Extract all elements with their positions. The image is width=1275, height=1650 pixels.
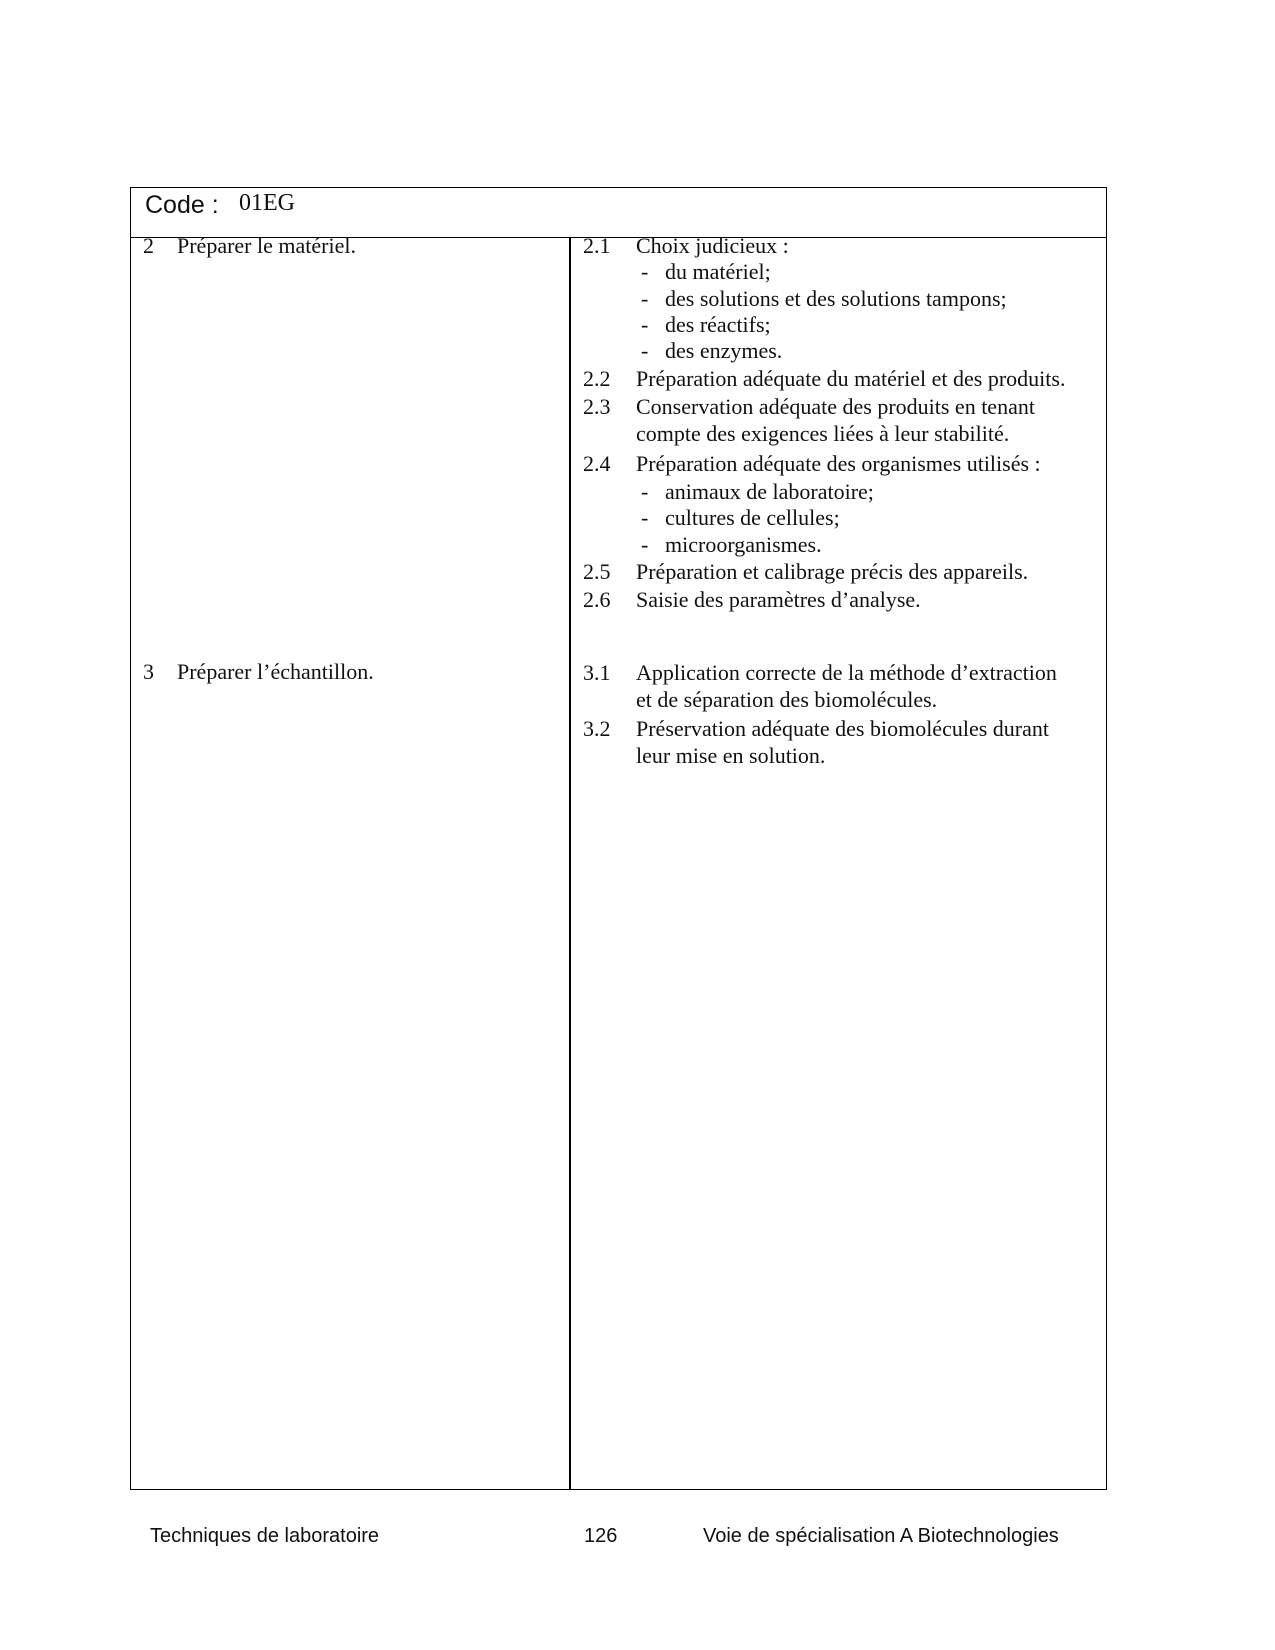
element-label: Préparer l’échantillon.: [177, 659, 374, 684]
criterion-text: Choix judicieux :: [636, 233, 789, 258]
element-label: Préparer le matériel.: [177, 233, 356, 258]
element-3: [143, 659, 374, 685]
element-number: 2: [143, 233, 154, 258]
footer-right: Voie de spécialisation A Biotechnologies: [703, 1525, 1059, 1547]
code-label: Code :: [145, 191, 219, 219]
page-number: 126: [584, 1525, 618, 1547]
code-value: 01EG: [239, 190, 295, 216]
element-number: 3: [143, 659, 154, 684]
code-row: [131, 188, 1106, 238]
competency-table: Code : 01EG 2 Préparer le matériel. 3 Préparer l’échantillon. 2.1 Choix judicieux : - du matériel; - des solutions et des solutions tampons; - des réactifs; - des enzymes. 2.2 Préparation adéquate du matériel et des produits. 2.3 Conservation adéquate des produits en tenant compte des exigences liées à leur stabilité. 2.4 Préparation adéquate des organismes utilisés : - animaux de laboratoire; - cultures de cellules; - microorganismes. 2.5 Préparation et calibrage précis des appareils. 2.6 Saisie des paramètres d’analyse. 3.1 Application correcte de la méthode d’extraction et de séparation des biomolécules. 3.2 Préservation adéquate des biomolécules durant leur mise en solution.: [130, 187, 1107, 1490]
element-2: [143, 233, 356, 259]
criterion-number: 2.1: [583, 233, 611, 258]
footer-left: Techniques de laboratoire: [150, 1525, 380, 1547]
column-divider: [569, 238, 571, 1489]
